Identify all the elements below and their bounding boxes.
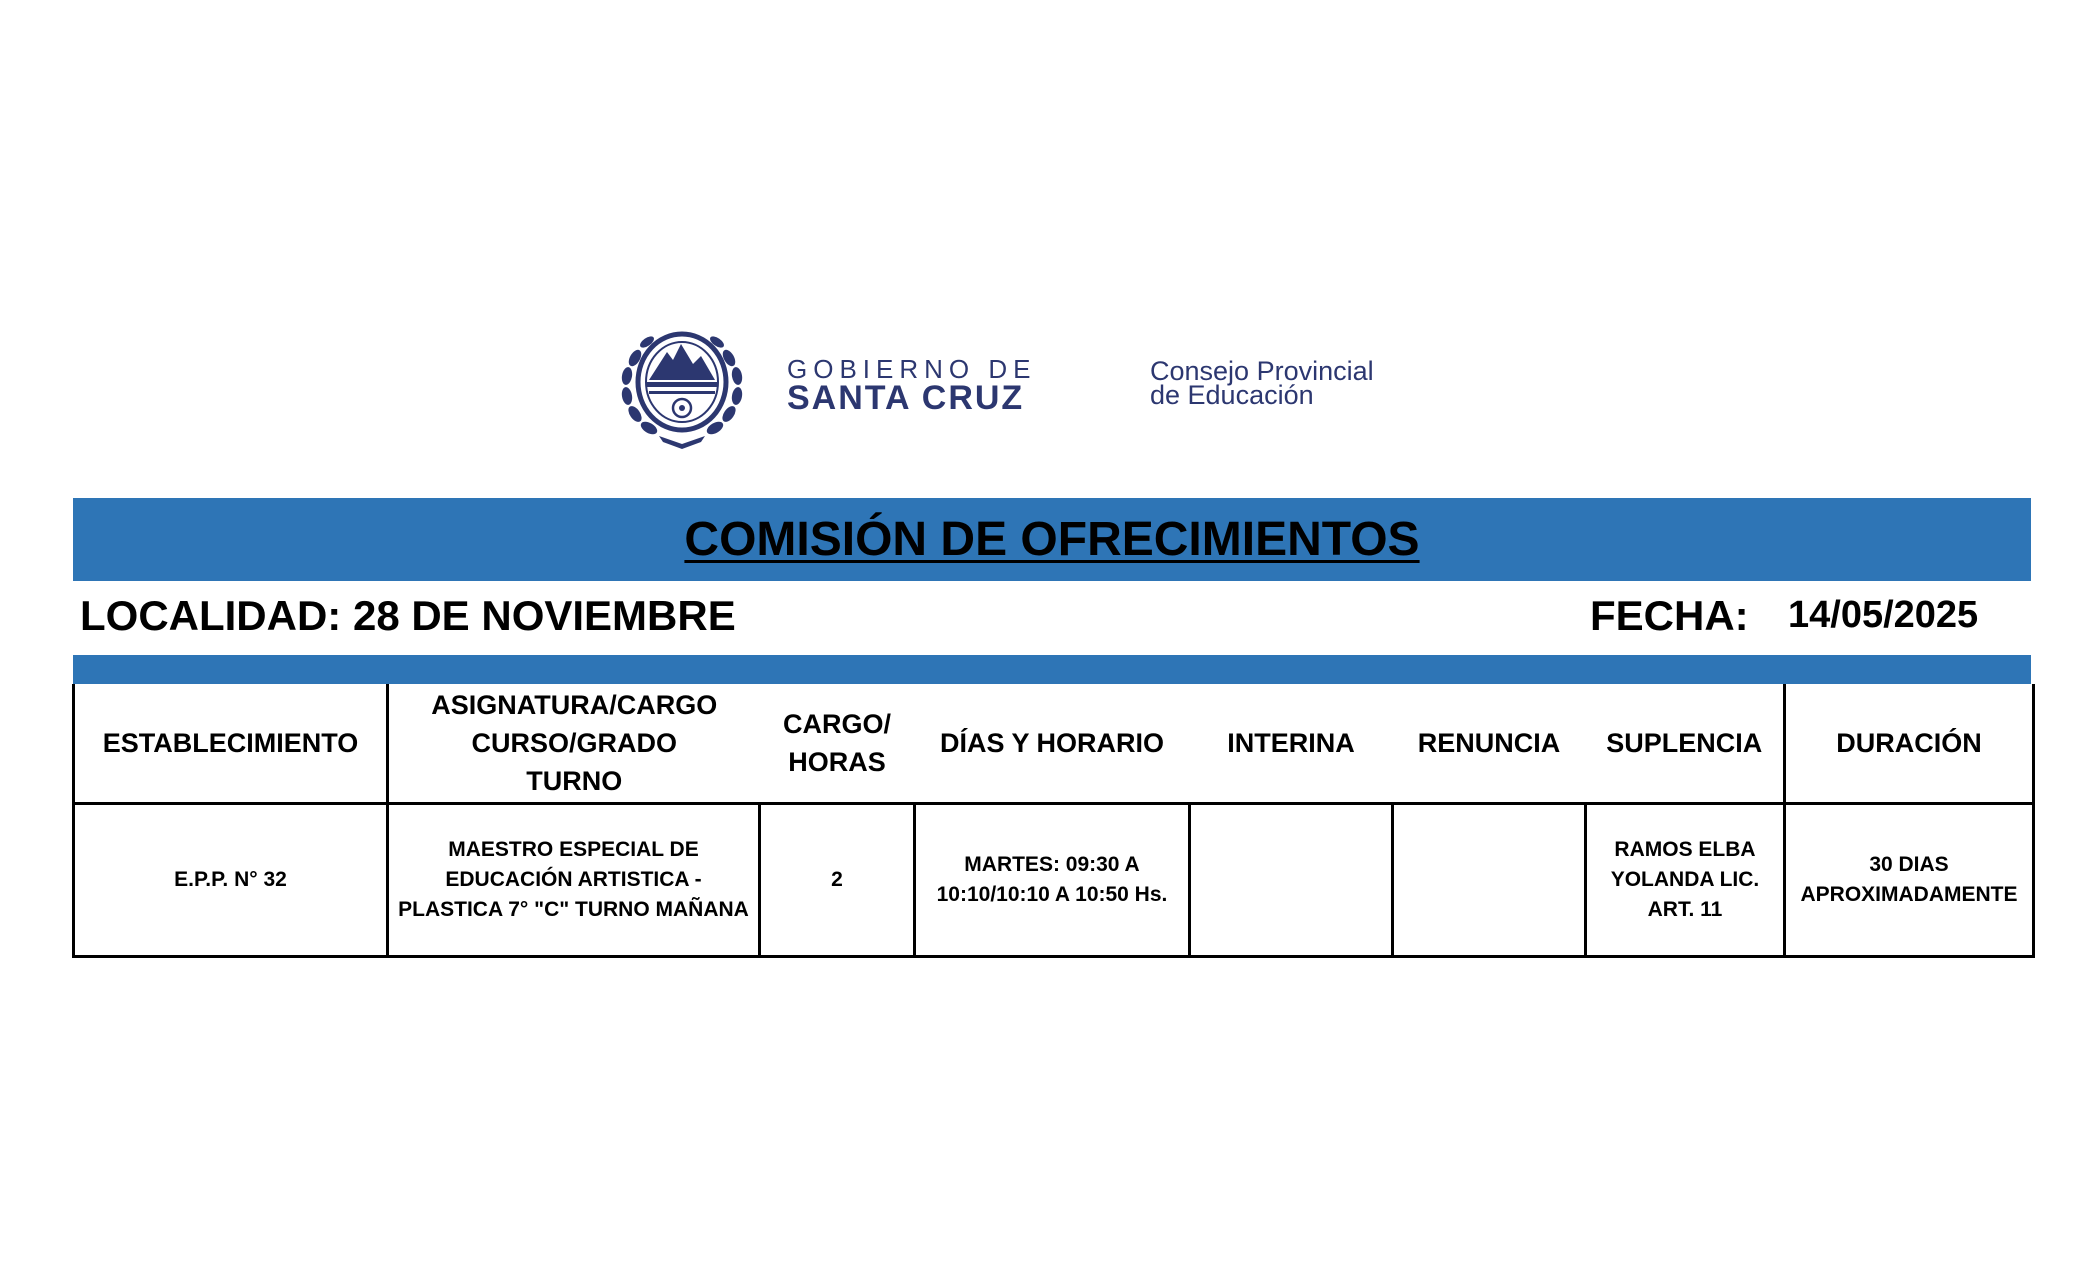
header-interina: INTERINA: [1190, 684, 1393, 804]
offers-table: [72, 684, 2035, 958]
government-name-line2: SANTA CRUZ: [787, 379, 1025, 417]
government-name-line1: GOBIERNO DE: [787, 354, 1037, 384]
header-asignatura-text: ASIGNATURA/CARGO CURSO/GRADO TURNO: [431, 690, 718, 796]
localidad-label: LOCALIDAD: 28 DE NOVIEMBRE: [80, 592, 736, 639]
table-header-row: [74, 684, 2034, 804]
header-cargo-horas: [760, 684, 915, 804]
header-duracion: DURACIÓN: [1785, 684, 2034, 804]
header-dias-horario: DÍAS Y HORARIO: [915, 684, 1190, 804]
divider-band: [73, 655, 2031, 684]
header-logo-block: [615, 318, 1515, 450]
header-renuncia: RENUNCIA: [1393, 684, 1586, 804]
council-name-line2: de Educación: [1150, 380, 1314, 410]
cell-dias-horario: MARTES: 09:30 A 10:10/10:10 A 10:50 Hs.: [915, 804, 1190, 957]
title-bar: [73, 498, 2031, 581]
cell-horas: 2: [760, 804, 915, 957]
header-establecimiento: ESTABLECIMIENTO: [74, 684, 388, 804]
page-title: COMISIÓN DE OFRECIMIENTOS: [684, 513, 1420, 566]
table-row: [74, 804, 2034, 957]
cell-duracion: 30 DIAS APROXIMADAMENTE: [1785, 804, 2034, 957]
header-cargo-horas-text: CARGO/ HORAS: [783, 709, 891, 777]
header-asignatura: [388, 684, 760, 804]
cell-interina: [1190, 804, 1393, 957]
cell-asignatura: MAESTRO ESPECIAL DE EDUCACIÓN ARTISTICA - PLASTICA 7° "C" TURNO MAÑANA: [388, 804, 760, 957]
santa-cruz-emblem-icon: [615, 318, 749, 450]
council-name-line1: Consejo Provincial: [1150, 356, 1374, 386]
cell-suplencia: RAMOS ELBA YOLANDA LIC. ART. 11: [1586, 804, 1785, 957]
cell-establecimiento: E.P.P. N° 32: [74, 804, 388, 957]
cell-renuncia: [1393, 804, 1586, 957]
fecha-label: FECHA:: [1590, 592, 1749, 639]
fecha-value: 14/05/2025: [1788, 594, 1979, 636]
header-suplencia: SUPLENCIA: [1586, 684, 1785, 804]
